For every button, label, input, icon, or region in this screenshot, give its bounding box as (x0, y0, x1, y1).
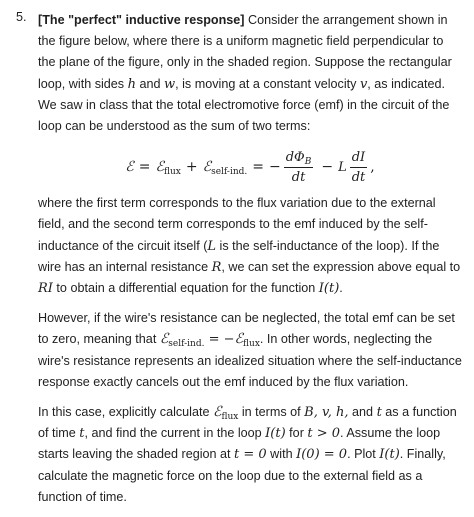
p2-text-b: is the self-inductance of the loop). If the wire has an internal resistance (38, 238, 440, 274)
p4-text-d: as a function of time (38, 405, 457, 441)
eq-minus: − (268, 159, 281, 176)
p3-text-a: However, if the wire's resistance can be neglected, the total emf can be set to zero, meaning that (38, 311, 455, 347)
p4-text-i: . Plot (347, 447, 380, 462)
p2-RI: RI (38, 281, 53, 297)
intro-text-b: , is moving at a constant velocity (175, 76, 360, 91)
eq-frac-current (350, 150, 368, 185)
eq-plus: + (185, 159, 198, 176)
eq-comma: , (370, 159, 375, 176)
p4-emf-flux: ℰ (213, 404, 222, 421)
paragraph-ideal (38, 308, 462, 393)
p4-It1: I(t) (265, 426, 286, 442)
frac-flux-den: dt (291, 169, 306, 185)
eq-L: L (338, 159, 347, 175)
eq-emf-flux: ℰ (155, 159, 164, 176)
p3-text-b: . In other words, neglecting the wire's resistance represents an idealized situation where the self-inductance response exactly cancels out the emf induced by the flux variation. (38, 332, 462, 389)
p2-R: R (211, 259, 222, 275)
p4-text-f: for (285, 426, 308, 441)
p2-It: I(t) (318, 281, 340, 297)
var-h: h (127, 76, 136, 92)
p4-text-h: with (266, 447, 297, 462)
eq-emf-selfind-sub: self-ind. (211, 167, 248, 178)
p4-cond: t > 0 (307, 426, 341, 442)
intro-and: and (135, 76, 164, 91)
p4-text-e2: , and find the current in the loop (84, 426, 266, 441)
frac-current-num: dI (350, 150, 367, 168)
eq-emf-flux-sub: flux (163, 167, 181, 178)
eq-emf-total: ℰ (125, 159, 134, 176)
p4-vars: B, v, h, (304, 405, 349, 421)
p3-emf-selfind-sub: self-ind. (168, 339, 205, 350)
p4-text-j: . Finally, calculate the magnetic force on the loop due to the external field as a function of time. (38, 447, 446, 504)
p2-text-d: to obtain a differential equation for the function (52, 281, 319, 296)
p4-text-c: and (348, 405, 377, 420)
intro-text-a: Consider the arrangement shown in the figure below, where there is a uniform magnetic field perpendicular to the plane of the figure, only in the shaded region. Suppose the rectangular loop, with sides (38, 13, 452, 91)
p4-text-b: in terms of (238, 405, 305, 420)
problem-number: 5. (16, 10, 27, 24)
var-v: v (359, 76, 368, 92)
p2-text-e: . (339, 281, 343, 296)
eq-equals: = (138, 159, 151, 176)
eq-frac-flux (284, 150, 314, 185)
frac-flux-num-sub: B (304, 156, 312, 167)
frac-flux-num: dΦ (285, 149, 305, 165)
p3-emf-selfind: ℰ (159, 331, 169, 348)
p4-text-g: . Assume the loop starts leaving the shaded region at (38, 426, 441, 462)
p2-L: L (207, 238, 217, 254)
paragraph-task (38, 402, 462, 508)
p4-I0: I(0) = 0 (296, 447, 348, 463)
p3-emf-flux-sub: flux (243, 339, 260, 350)
eq-emf-selfind: ℰ (202, 159, 212, 176)
p3-eq-minus: = − (204, 332, 235, 348)
p2-text-a: where the first term corresponds to the flux variation due to the external field, and the second term corresponds to the emf induced by the self-inductance of the circuit itself ( (38, 196, 436, 253)
p4-It2: I(t) (379, 447, 400, 463)
problem-5 (16, 10, 462, 517)
problem-title: [The "perfect" inductive response] (38, 13, 245, 27)
p4-t0: t = 0 (234, 447, 267, 463)
p4-t1: t (376, 405, 382, 421)
p3-emf-flux: ℰ (234, 331, 244, 348)
eq-equals-2: = (252, 159, 264, 176)
problem-content (38, 10, 462, 508)
p4-text-a: In this case, explicitly calculate (38, 405, 213, 420)
frac-current-den: dt (351, 169, 366, 185)
paragraph-terms (38, 193, 462, 299)
p4-emf-flux-sub: flux (221, 412, 239, 423)
eq-minus-2: − (321, 159, 334, 176)
intro-paragraph (38, 10, 462, 137)
p4-t2: t (79, 426, 85, 442)
intro-text-c: , as indicated. We saw in class that the total electromotive force (emf) in the circuit of the loop can be understood as the sum of two terms: (38, 76, 450, 134)
var-w: w (164, 76, 176, 92)
p2-text-c: , we can set the expression above equal to (221, 259, 461, 274)
emf-equation (38, 141, 462, 193)
